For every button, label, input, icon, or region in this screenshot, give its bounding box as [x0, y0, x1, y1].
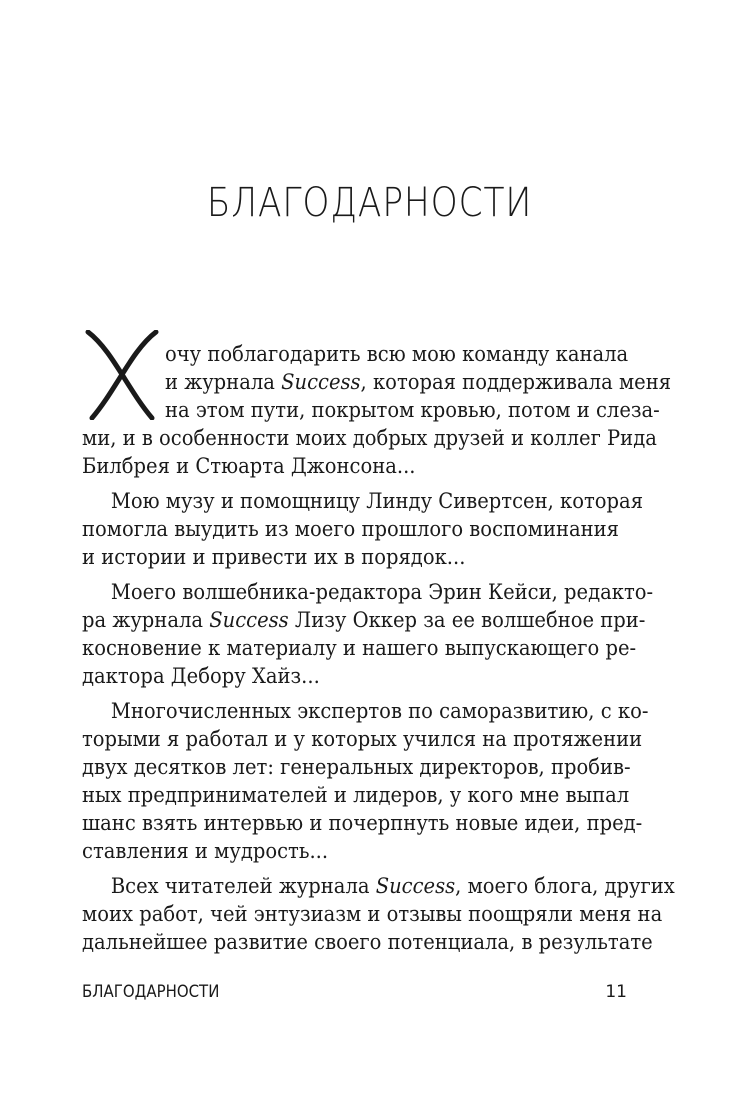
page-number: 11 [605, 982, 627, 1002]
text-line: шанс взять интервью и почерпнуть новые идеи, пред- [82, 811, 643, 835]
text-line: помогла выудить из моего прошлого воспоминания [82, 517, 620, 541]
italic-title: Success [375, 874, 456, 898]
text-line: Мою музу и помощницу Линду Сивертсен, которая [110, 489, 644, 513]
text-line: моих работ, чей энтузиазм и отзывы поощряли меня на [82, 902, 663, 926]
text-line: ных предпринимателей и лидеров, у кого мне выпал [82, 783, 630, 807]
text-line: на этом пути, покрытом кровью, потом и слеза- [165, 398, 660, 422]
text-line: дактора Дебору Хайз... [82, 664, 320, 688]
text-line: торыми я работал и у которых учился на протяжении [82, 727, 643, 751]
text-line: Моего волшебника-редактора Эрин Кейси, редакто- [110, 580, 654, 604]
italic-title: Success [209, 608, 289, 632]
text-line: двух десятков лет: генеральных директоров, пробив- [82, 755, 631, 779]
text-line: и истории и привести их в порядок... [82, 545, 466, 569]
text-line: дальнейшее развитие своего потенциала, в результате [82, 930, 653, 954]
italic-title: Success [281, 370, 361, 394]
drop-cap-letter [82, 330, 162, 420]
text-line: ра журнала Success Лизу Оккер за ее волшебное при- [82, 608, 646, 632]
text-line: ставления и мудрость... [82, 839, 329, 863]
text-line: и журнала Success, которая поддерживала меня [165, 370, 672, 394]
text-line: Билбрея и Стюарта Джонсона... [82, 454, 416, 478]
text-line: косновение к материалу и нашего выпускающего ре- [82, 636, 637, 660]
running-head: БЛАГОДАРНОСТИ [82, 982, 220, 1002]
text-line: Многочисленных экспертов по саморазвитию, с ко- [110, 699, 649, 723]
text-line: очу поблагодарить всю мою команду канала [165, 342, 629, 366]
chapter-title: БЛАГОДАРНОСТИ [206, 180, 533, 226]
text-line: Всех читателей журнала Success, моего блога, других [110, 874, 675, 898]
text-line: ми, и в особенности моих добрых друзей и коллег Рида [82, 426, 657, 450]
